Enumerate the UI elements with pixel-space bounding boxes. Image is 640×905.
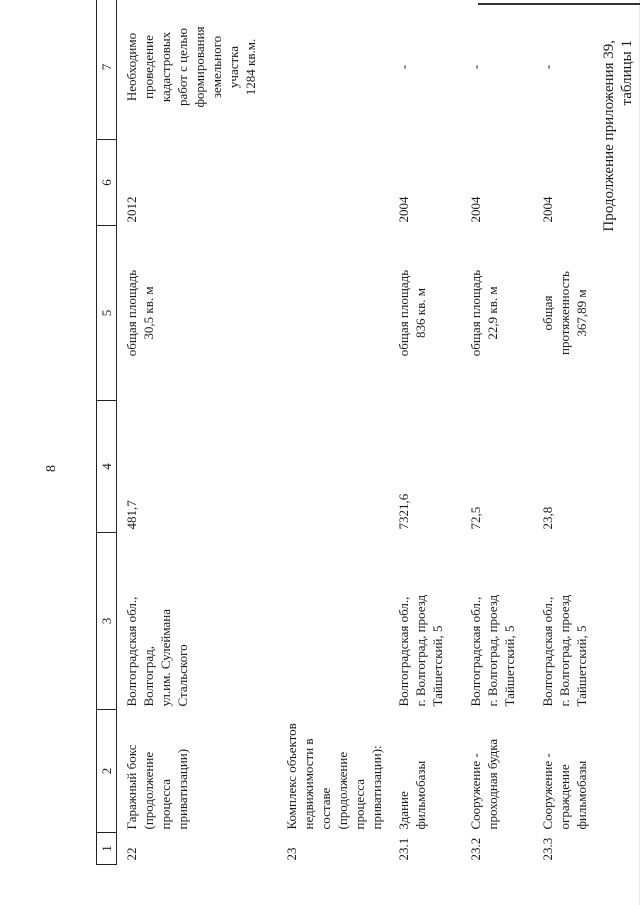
table-row (117, 0, 278, 865)
object-value: 23,8 (540, 506, 555, 530)
object-address: Волгоградская обл., г. Волгоград, проезд Тайшетский, 5 (540, 594, 589, 707)
object-year: 2012 (124, 196, 139, 223)
object-year: 2004 (468, 196, 483, 223)
column-header-1: 1 (97, 833, 117, 865)
object-characteristics: общая площадь 836 кв. м (396, 269, 428, 357)
object-name: Сооружение - проходная будка (468, 738, 500, 830)
column-header-7: 7 (97, 0, 117, 140)
continuation-line-2: таблицы 1 (619, 40, 635, 106)
object-characteristics: общая площадь 30,5 кв. м (124, 269, 156, 357)
row-number: 23.3 (540, 837, 555, 861)
object-name: Гаражный бокс (продолжение процесса приватизации) (124, 744, 190, 830)
row-number: 22 (124, 847, 139, 861)
object-name: Здание фильмобазы (396, 760, 428, 830)
row-number: 23.2 (468, 837, 483, 861)
column-header-4: 4 (97, 401, 117, 533)
table-row (533, 0, 605, 865)
object-characteristics: общая протяженность 367,89 м (540, 271, 589, 355)
table-header-row (97, 0, 117, 865)
object-address: Волгоградская обл., г. Волгоград, проезд Тайшетский, 5 (396, 594, 445, 707)
object-year: 2004 (396, 196, 411, 223)
object-notes: - (396, 64, 411, 70)
object-value: 7321,6 (396, 493, 411, 530)
continuation-line-1: Продолжение приложения 39, (601, 40, 617, 232)
row-number: 23.1 (396, 837, 411, 861)
object-address: Волгоградская обл., Волгоград, ул.им. Сулеймана Стальского (124, 596, 190, 707)
table-row (461, 0, 533, 865)
column-header-5: 5 (97, 226, 117, 401)
object-name: Сооружение - ограждение фильмобазы (540, 753, 589, 830)
object-notes: Необходимо проведение кадастровых работ с целью формирования земельного участка 1284 кв.м. (124, 26, 258, 108)
column-header-3: 3 (97, 533, 117, 710)
object-year: 2004 (540, 196, 555, 223)
table-row (389, 0, 461, 865)
table-row (277, 0, 389, 865)
object-value: 481,7 (124, 500, 139, 530)
column-header-2: 2 (97, 710, 117, 833)
object-address: Волгоградская обл., г. Волгоград, проезд Тайшетский, 5 (468, 594, 517, 707)
property-table (96, 0, 605, 865)
object-notes: - (468, 64, 483, 70)
object-name: Комплекс объектов недвижимости в составе (продолжение процесса приватизации): (284, 723, 384, 830)
row-number: 23 (284, 847, 299, 861)
object-value: 72,5 (468, 506, 483, 530)
object-characteristics: общая площадь 22,9 кв. м (468, 269, 500, 357)
column-header-6: 6 (97, 140, 117, 226)
object-notes: - (540, 64, 555, 70)
page-number: 8 (44, 465, 59, 472)
continuation-note (600, 40, 636, 232)
